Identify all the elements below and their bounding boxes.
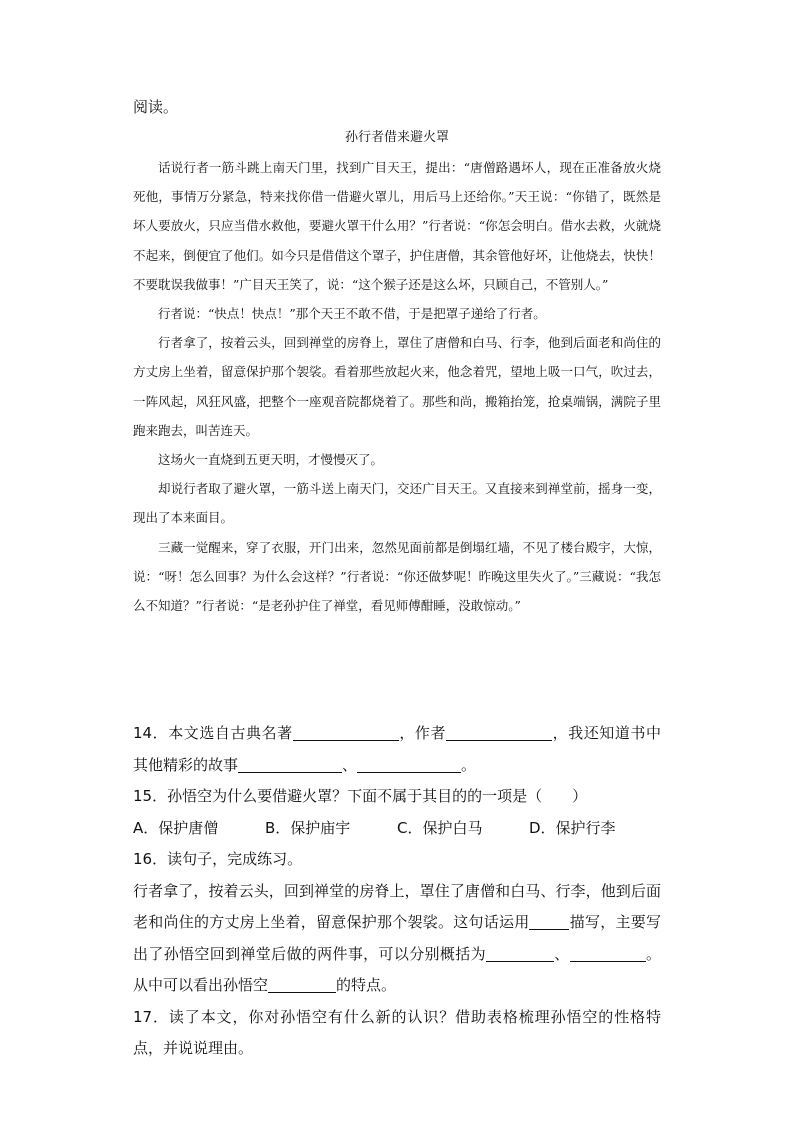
q14-text-d: 、 — [342, 755, 358, 774]
question-14 — [133, 718, 661, 781]
answer-blank-event-1[interactable] — [486, 943, 554, 962]
q16-quote: 行者拿了，按着云头，回到禅堂的房脊上，罩住了唐僧和白马、行李，他到后面老和尚住的方丈房上坐着，留意保护那个袈裟。这句话运用 — [133, 881, 661, 931]
option-c[interactable]: C．保护白马 — [397, 818, 483, 837]
passage-paragraph: 这场火一直烧到五更天明，才慢慢灭了。 — [158, 452, 384, 468]
answer-blank-description-type[interactable] — [529, 911, 569, 930]
question-17-stem: 17．读了本文，你对孙悟空有什么新的认识？借助表格梳理孙悟空的性格特点，并说说理由。 — [133, 1007, 661, 1057]
answer-blank-story-1[interactable] — [238, 754, 342, 773]
answer-blank-event-2[interactable] — [570, 943, 646, 962]
q14-text-e: 。 — [461, 755, 477, 774]
q16-text-b: 、 — [553, 944, 570, 963]
question-16-stem: 16．读句子，完成练习。 — [133, 850, 303, 868]
q14-text-c: ，我还知道书中其他精彩的故事 — [133, 724, 661, 774]
q16-text-a: 描写，主要写出了孙悟空回到禅堂后做的两件事，可以分别概括为 — [133, 913, 661, 963]
question-15-stem: 15．孙悟空为什么要借避火罩？下面不属于其目的的一项是（ ） — [133, 787, 588, 805]
answer-blank-trait[interactable] — [268, 974, 336, 993]
option-d[interactable]: D．保护行李 — [529, 818, 616, 837]
q16-text-c: 。从中可以看出孙悟空 — [133, 944, 661, 994]
question-section — [133, 718, 661, 1065]
question-15-options — [133, 813, 661, 845]
q14-text-b: ，作者 — [398, 724, 447, 742]
intro-label: 阅读。 — [133, 98, 179, 116]
passage-paragraph: 行者说：“快点！快点！”那个天王不敢不借，于是把罩子递给了行者。 — [158, 306, 546, 322]
answer-blank-story-2[interactable] — [357, 754, 461, 773]
reading-passage — [133, 153, 661, 620]
question-16-body — [133, 876, 661, 1002]
passage-paragraph: 行者拿了，按着云头，回到禅堂的房脊上，罩住了唐僧和白马、行李，他到后面老和尚住的方丈房上坐着，留意保护那个袈裟。看着那些放起火来，他念着咒，望地上吸一口气，吹过去，一阵风起，风狂风盛，把整个一座观音院都烧着了。那些和尚，搬箱抬笼，抢桌端锅，满院子里跑来跑去，叫苦连天。 — [133, 335, 661, 438]
q16-text-d: 的特点。 — [336, 976, 397, 994]
passage-paragraph: 话说行者一筋斗跳上南天门里，找到广目天王，提出：“唐僧路遇坏人，现在正准备放火烧死他，事情万分紧急，特来找你借一借避火罩儿，用后马上还给你。”天王说：“你错了，既然是坏人要放火，只应当借水救他，要避火罩干什么用？”行者说：“你怎会明白。借水去救，火就烧不起来，倒便宜了他们。如今只是借借这个罩子，护住唐僧，其余管他好坏，让他烧去，快快！不要耽误我做事！”广目天王笑了，说：“这个猴子还是这么坏，只顾自己，不管别人。” — [133, 160, 661, 292]
option-b[interactable]: B．保护庙宇 — [265, 818, 351, 837]
answer-blank-author[interactable] — [446, 722, 552, 741]
passage-title: 孙行者借来避火罩 — [344, 130, 449, 145]
q14-text-a: 14．本文选自古典名著 — [133, 724, 293, 742]
answer-blank-book[interactable] — [293, 722, 399, 741]
option-a[interactable]: A．保护唐僧 — [133, 818, 219, 837]
passage-paragraph: 却说行者取了避火罩，一筋斗送上南天门，交还广目天王。又直接来到禅堂前，摇身一变，现出了本来面目。 — [133, 481, 661, 526]
passage-paragraph: 三藏一觉醒来，穿了衣服，开门出来，忽然见面前都是倒塌红墙，不见了楼台殿宇，大惊，说：“呀！怎么回事？为什么会这样？”行者说：“你还做梦呢！昨晚这里失火了。”三藏说：“我怎么不知道？”行者说：“是老孙护住了禅堂，看见师傅酣睡，没敢惊动。” — [133, 539, 661, 614]
